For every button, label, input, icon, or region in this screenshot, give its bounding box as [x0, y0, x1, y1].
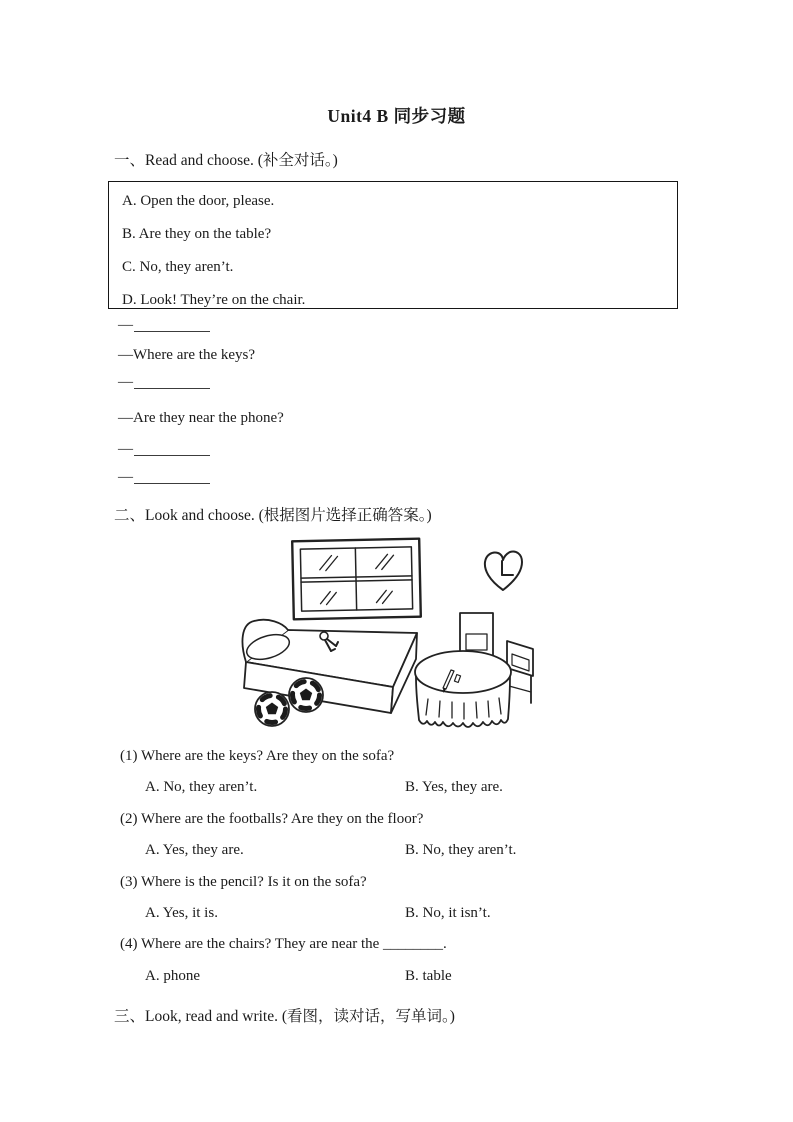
dialogue-question-keys: —Where are the keys?	[118, 347, 256, 363]
answer-blank-line	[134, 482, 210, 484]
question-3-option-b: B. No, it isn’t.	[405, 904, 491, 921]
box-option-b: B. Are they on the table?	[122, 226, 272, 242]
heart-clock-drawing	[485, 551, 522, 590]
box-option-d: D. Look! They’re on the chair.	[122, 292, 306, 308]
round-table-drawing	[415, 651, 511, 727]
dialogue-blank-4	[118, 469, 210, 489]
answer-blank-line	[134, 330, 210, 332]
section3-heading: 三、Look, read and write. (看图，读对话，写单词。)	[114, 1008, 455, 1025]
dialogue-question-phone: —Are they near the phone?	[118, 410, 284, 426]
question-2-option-a: A. Yes, they are.	[145, 842, 244, 859]
dash: —	[118, 374, 133, 390]
box-option-a: A. Open the door, please.	[122, 193, 275, 209]
question-4-prompt: (4) Where are the chairs? They are near the ________.	[120, 936, 447, 953]
dialogue-blank-2	[118, 374, 210, 394]
section1-heading: 一、Read and choose. (补全对话。)	[114, 152, 338, 169]
box-option-c: C. No, they aren’t.	[122, 259, 234, 275]
options-box	[108, 181, 678, 309]
football-drawing	[255, 692, 289, 726]
question-4-option-a: A. phone	[145, 967, 200, 984]
question-4-option-b: B. table	[405, 967, 452, 984]
question-1-option-b: B. Yes, they are.	[405, 779, 503, 796]
dash: —	[118, 469, 133, 485]
question-3-option-a: A. Yes, it is.	[145, 904, 218, 921]
question-3-prompt: (3) Where is the pencil? Is it on the sofa?	[120, 873, 367, 890]
question-1-option-a: A. No, they aren’t.	[145, 779, 258, 796]
dialogue-blank-3	[118, 441, 210, 461]
question-1-prompt: (1) Where are the keys? Are they on the sofa?	[120, 748, 395, 764]
dash: —	[118, 317, 133, 333]
section2-heading: 二、Look and choose. (根据图片选择正确答案。)	[114, 507, 432, 524]
answer-blank-line	[134, 387, 210, 389]
page-title: Unit4 B 同步习题	[327, 106, 466, 126]
dash: —	[118, 441, 133, 457]
answer-blank-line	[134, 454, 210, 456]
window-drawing	[292, 539, 421, 620]
question-2-prompt: (2) Where are the footballs? Are they on the floor?	[120, 810, 424, 827]
bedroom-scene-illustration	[240, 537, 540, 742]
questions-section	[0, 741, 793, 992]
football-drawing	[289, 678, 323, 712]
dialogue-blank-1	[118, 317, 210, 337]
question-2-option-b: B. No, they aren’t.	[405, 842, 517, 859]
